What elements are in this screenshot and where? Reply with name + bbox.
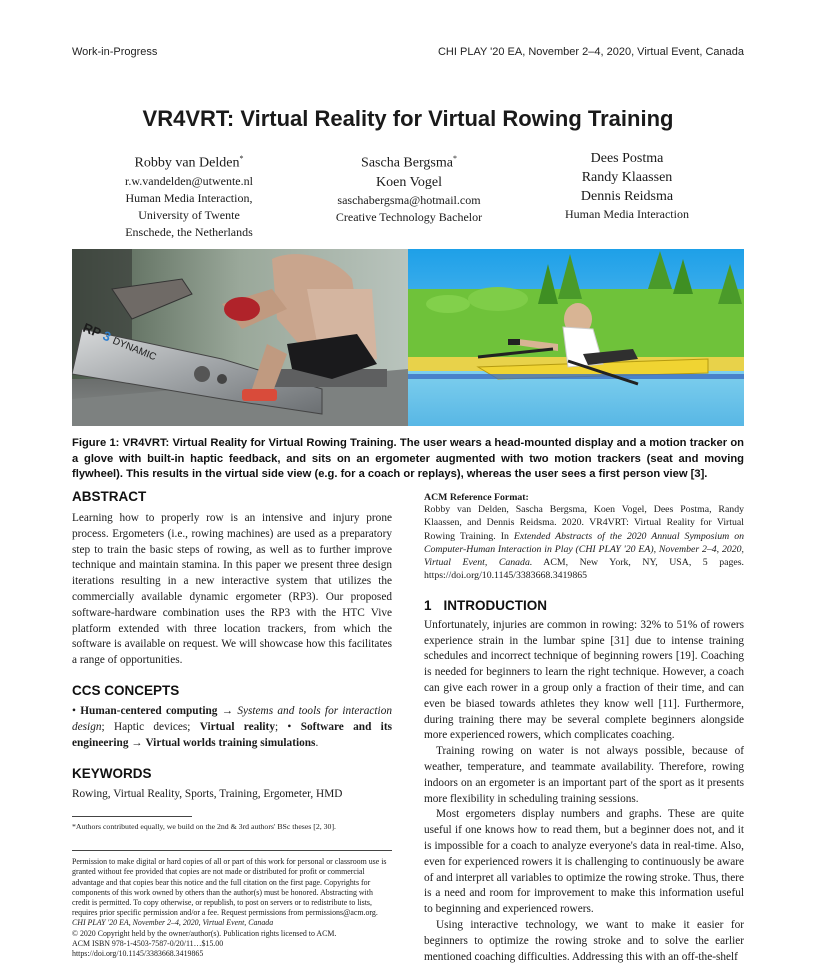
abstract-heading: ABSTRACT: [72, 489, 147, 504]
svg-text:RP 3 DYNAMIC: RP 3 DYNAMIC: [80, 319, 158, 364]
author-email: r.w.vandelden@utwente.nl: [125, 173, 253, 188]
figure-caption: Figure 1: VR4VRT: Virtual Reality for Virtual Rowing Training. The user wears a head-mounted display and a motion tracker on a glove with built-in haptic feedback, and sits on an ergometer augmented with two motion trackers (seat and moving flywheel). This results in the virtual side view (e.g. for a coach or replays), whereas the user sees a first person view [3].: [72, 437, 744, 480]
virtual-side-view: [408, 249, 744, 426]
ergometer-photo-illustration: [72, 249, 408, 426]
left-column: [72, 489, 392, 959]
ergometer-photo: [72, 249, 408, 426]
introduction-heading: 1 INTRODUCTION: [424, 597, 548, 613]
author-name: Robby van Delden*: [134, 154, 244, 171]
keywords-text: Rowing, Virtual Reality, Sports, Training, Ergometer, HMD: [72, 788, 343, 801]
intro-paragraph-1: Unfortunately, injuries are common in rowing: 32% to 51% of rowers experience strain in the lumbar spine [31] due to intense training schedules and incorrect technique of beginning rowers [19]. Coaching is needed for beginners to learn the right technique. However, a coach can give each rower in a group only a fraction of their time, and can even be biased towards athletes they know well [11]. Furthermore, during training there may be several complete beginners alongside more experienced rowers, which complicates coaching.: [424, 618, 744, 742]
author-affiliation: Human Media Interaction: [565, 207, 689, 221]
intro-paragraph-2: Training rowing on water is not always possible, because of weather, temperature, and teammate availability. Therefore, rowing indoors on an ergometer is an important part of the sport as it presents more flexibility in scheduling training sessions.: [424, 745, 744, 805]
acm-reference-heading: ACM Reference Format:: [424, 492, 529, 503]
author-name: Randy Klaassen: [581, 170, 673, 185]
permission-block: [72, 857, 392, 959]
ergometer-brand: RP: [80, 319, 104, 341]
permission-text: Permission to make digital or hard copies of all or part of this work for personal or classroom use is granted without fee provided that copies are not made or distributed for profit or commercial advantage and that copies bear this notice and the full citation on the first page. Copyrights for components of this work owned by others than the author(s) must be honored. Abstracting with credit is permitted. To copy otherwise, or republish, to post on servers or to redistribute to lists, requires prior specific permission and/or a fee. Request permissions from permissions@acm.org.: [72, 857, 387, 918]
author-name: Dennis Reidsma: [580, 189, 674, 204]
author-name: Dees Postma: [590, 151, 664, 166]
author-affiliation: University of Twente: [138, 207, 240, 222]
abstract-text: Learning how to properly row is an intensive and injury prone process. Ergometers (i.e., rowing machines) are used as a preparatory step to train the basic steps of rowing, as well as to further improve technique and maintain stamina. In this paper we present three design iterations resulting in a new interactive system that utilizes the commercially available dynamic ergometer (RP3). Our proposed software-hardware combination uses the RP3 with the HTC Vive platform extended with three location trackers, from which the software is available on request. We will showcase how this facilitates a range of opportunities.: [72, 512, 392, 667]
copyright-line: © 2020 Copyright held by the owner/author(s). Publication rights licensed to ACM.: [72, 928, 337, 938]
permission-rule: [72, 850, 392, 851]
intro-paragraph-4: Using interactive technology, we want to make it easier for beginners to optimize the rowing stroke and to solve the earlier mentioned coaching difficulties. Addressing this with an off-the-shelf: [424, 918, 744, 963]
author-affiliation: Human Media Interaction,: [125, 190, 253, 205]
author-affiliation: Creative Technology Bachelor: [335, 209, 483, 224]
author-name: Koen Vogel: [376, 174, 442, 190]
ccs-text: • Human-centered computing → Systems and tools for interaction design; Haptic devices; Virtual reality; • Software and its engineering → Virtual worlds training simulations.: [72, 704, 392, 749]
footnote-rule: [72, 816, 192, 817]
right-column: [424, 492, 744, 965]
running-header-left: Work-in-Progress: [72, 46, 158, 58]
intro-paragraph-3: Most ergometers display numbers and graphs. These are quite useful if one knows how to read them, but a beginner does not, and it is impossible for a coach to analyze everyone's data in real-time. Also, even for experienced rowers it is challenging to continuously be aware of and interpret all variables to optimize the rowing stroke. Thus, there is a need and room for improvement to make this information useful to beginning and experienced rowers.: [424, 808, 744, 916]
figure-1: [72, 249, 744, 426]
author-location: Enschede, the Netherlands: [125, 224, 253, 239]
doi-line[interactable]: https://doi.org/10.1145/3383668.3419865: [72, 948, 204, 958]
ccs-heading: CCS CONCEPTS: [72, 682, 180, 698]
author-name: Sascha Bergsma*: [361, 154, 457, 171]
acm-reference-text: Robby van Delden, Sascha Bergsma, Koen Vogel, Dees Postma, Randy Klaassen, and Dennis Reidsma. 2020. VR4VRT: Virtual Reality for Virtual Rowing Training. In Extended Abstracts of the 2020 Annual Symposium on Computer-Human Interaction in Play (CHI PLAY '20 EA), November 2–4, 2020, Virtual Event, Canada. ACM, New York, NY, USA, 5 pages. https://doi.org/10.1145/3383668.3419865: [424, 504, 744, 582]
keywords-heading: KEYWORDS: [72, 766, 152, 782]
paper-title: VR4VRT: Virtual Reality for Virtual Rowing Training: [142, 106, 674, 131]
author-block-1: [96, 149, 282, 241]
running-header-right: CHI PLAY '20 EA, November 2–4, 2020, Virtual Event, Canada: [437, 46, 744, 58]
footnote: *Authors contributed equally, we build on the 2nd & 3rd authors' BSc theses [2, 30].: [72, 822, 337, 832]
isbn-line: ACM ISBN 978-1-4503-7587-0/20/11…$15.00: [72, 938, 224, 948]
author-block-3: [536, 149, 718, 223]
author-block-2: [320, 149, 498, 226]
ergometer-brand-suffix: DYNAMIC: [110, 335, 158, 364]
virtual-side-view-illustration: [408, 249, 744, 426]
permission-venue: CHI PLAY '20 EA, November 2–4, 2020, Virtual Event, Canada: [72, 918, 274, 928]
author-email: saschabergsma@hotmail.com: [337, 192, 481, 207]
